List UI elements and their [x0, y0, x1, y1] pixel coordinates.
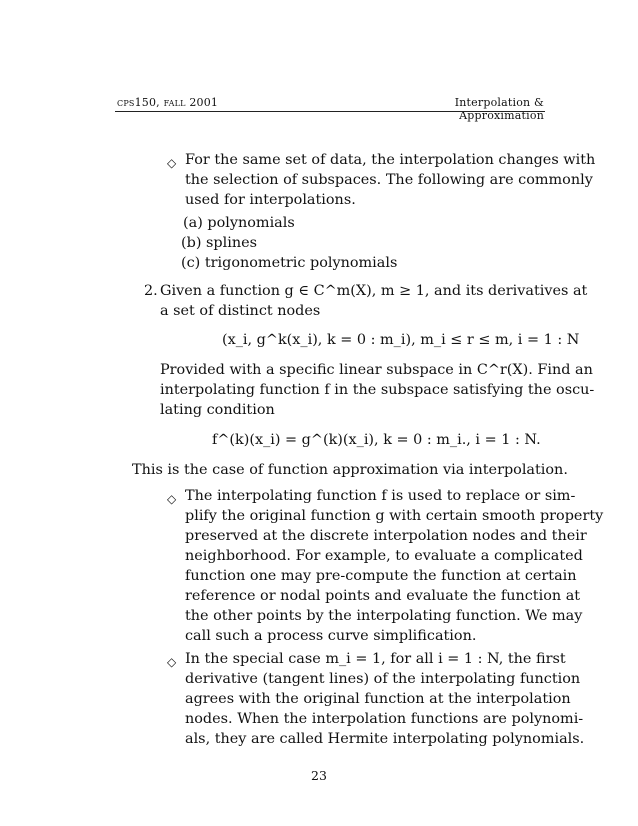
bullet-subspaces-line: the selection of subspaces. The following are commonly — [185, 172, 593, 188]
bullet-purpose-line: the other points by the interpolating function. We may — [185, 608, 583, 624]
osculating-condition-equation: f^(k)(x_i) = g^(k)(x_i), k = 0 : m_i., i = 1 : N. — [212, 432, 541, 448]
item2-intro-line: Given a function g ∈ C^m(X), m ≥ 1, and its derivatives at — [160, 283, 588, 299]
bullet-hermite-line: nodes. When the interpolation functions are polynomi- — [185, 711, 584, 727]
bullet-hermite-line: In the special case m_i = 1, for all i = 1 : N, the first — [185, 651, 566, 667]
page-number: 23 — [311, 768, 327, 783]
bullet-purpose-line: preserved at the discrete interpolation nodes and their — [185, 528, 587, 544]
running-header-right: Interpolation & Approximation — [454, 96, 544, 122]
bullet-purpose-line: The interpolating function f is used to replace or sim- — [185, 488, 576, 504]
list-item: (c) trigonometric polynomials — [181, 255, 398, 271]
list-item: (a) polynomials — [183, 215, 295, 231]
item2-intro-line: a set of distinct nodes — [160, 303, 321, 319]
bullet-purpose-line: plify the original function g with certain smooth property — [185, 508, 604, 524]
bullet-purpose-line: function one may pre-compute the function at certain — [185, 568, 577, 584]
item2-body-line: Provided with a specific linear subspace in C^r(X). Find an — [160, 362, 593, 378]
header-rule — [115, 111, 545, 112]
bullet-subspaces-line: For the same set of data, the interpolation changes with — [185, 152, 596, 168]
item2-body-line: interpolating function f in the subspace satisfying the oscu- — [160, 382, 595, 398]
bullet-purpose-line: reference or nodal points and evaluate the function at — [185, 588, 581, 604]
diamond-bullet-icon: ◇ — [167, 655, 177, 669]
summary-sentence: This is the case of function approximation via interpolation. — [132, 462, 568, 478]
diamond-bullet-icon: ◇ — [167, 492, 177, 506]
bullet-purpose-line: neighborhood. For example, to evaluate a complicated — [185, 548, 583, 564]
running-header-left: cps150, fall 2001 — [117, 96, 219, 109]
list-item: (b) splines — [181, 235, 257, 251]
diamond-bullet-icon: ◇ — [167, 156, 177, 170]
bullet-hermite-line: agrees with the original function at the interpolation — [185, 691, 571, 707]
bullet-subspaces-line: used for interpolations. — [185, 192, 356, 208]
bullet-purpose-line: call such a process curve simplification. — [185, 628, 477, 644]
bullet-hermite-line: derivative (tangent lines) of the interpolating function — [185, 671, 581, 687]
item2-body-line: lating condition — [160, 402, 275, 418]
bullet-hermite-line: als, they are called Hermite interpolating polynomials. — [185, 731, 585, 747]
item-number: 2. — [144, 283, 158, 299]
nodes-equation: (x_i, g^k(x_i), k = 0 : m_i), m_i ≤ r ≤ m, i = 1 : N — [222, 332, 580, 348]
